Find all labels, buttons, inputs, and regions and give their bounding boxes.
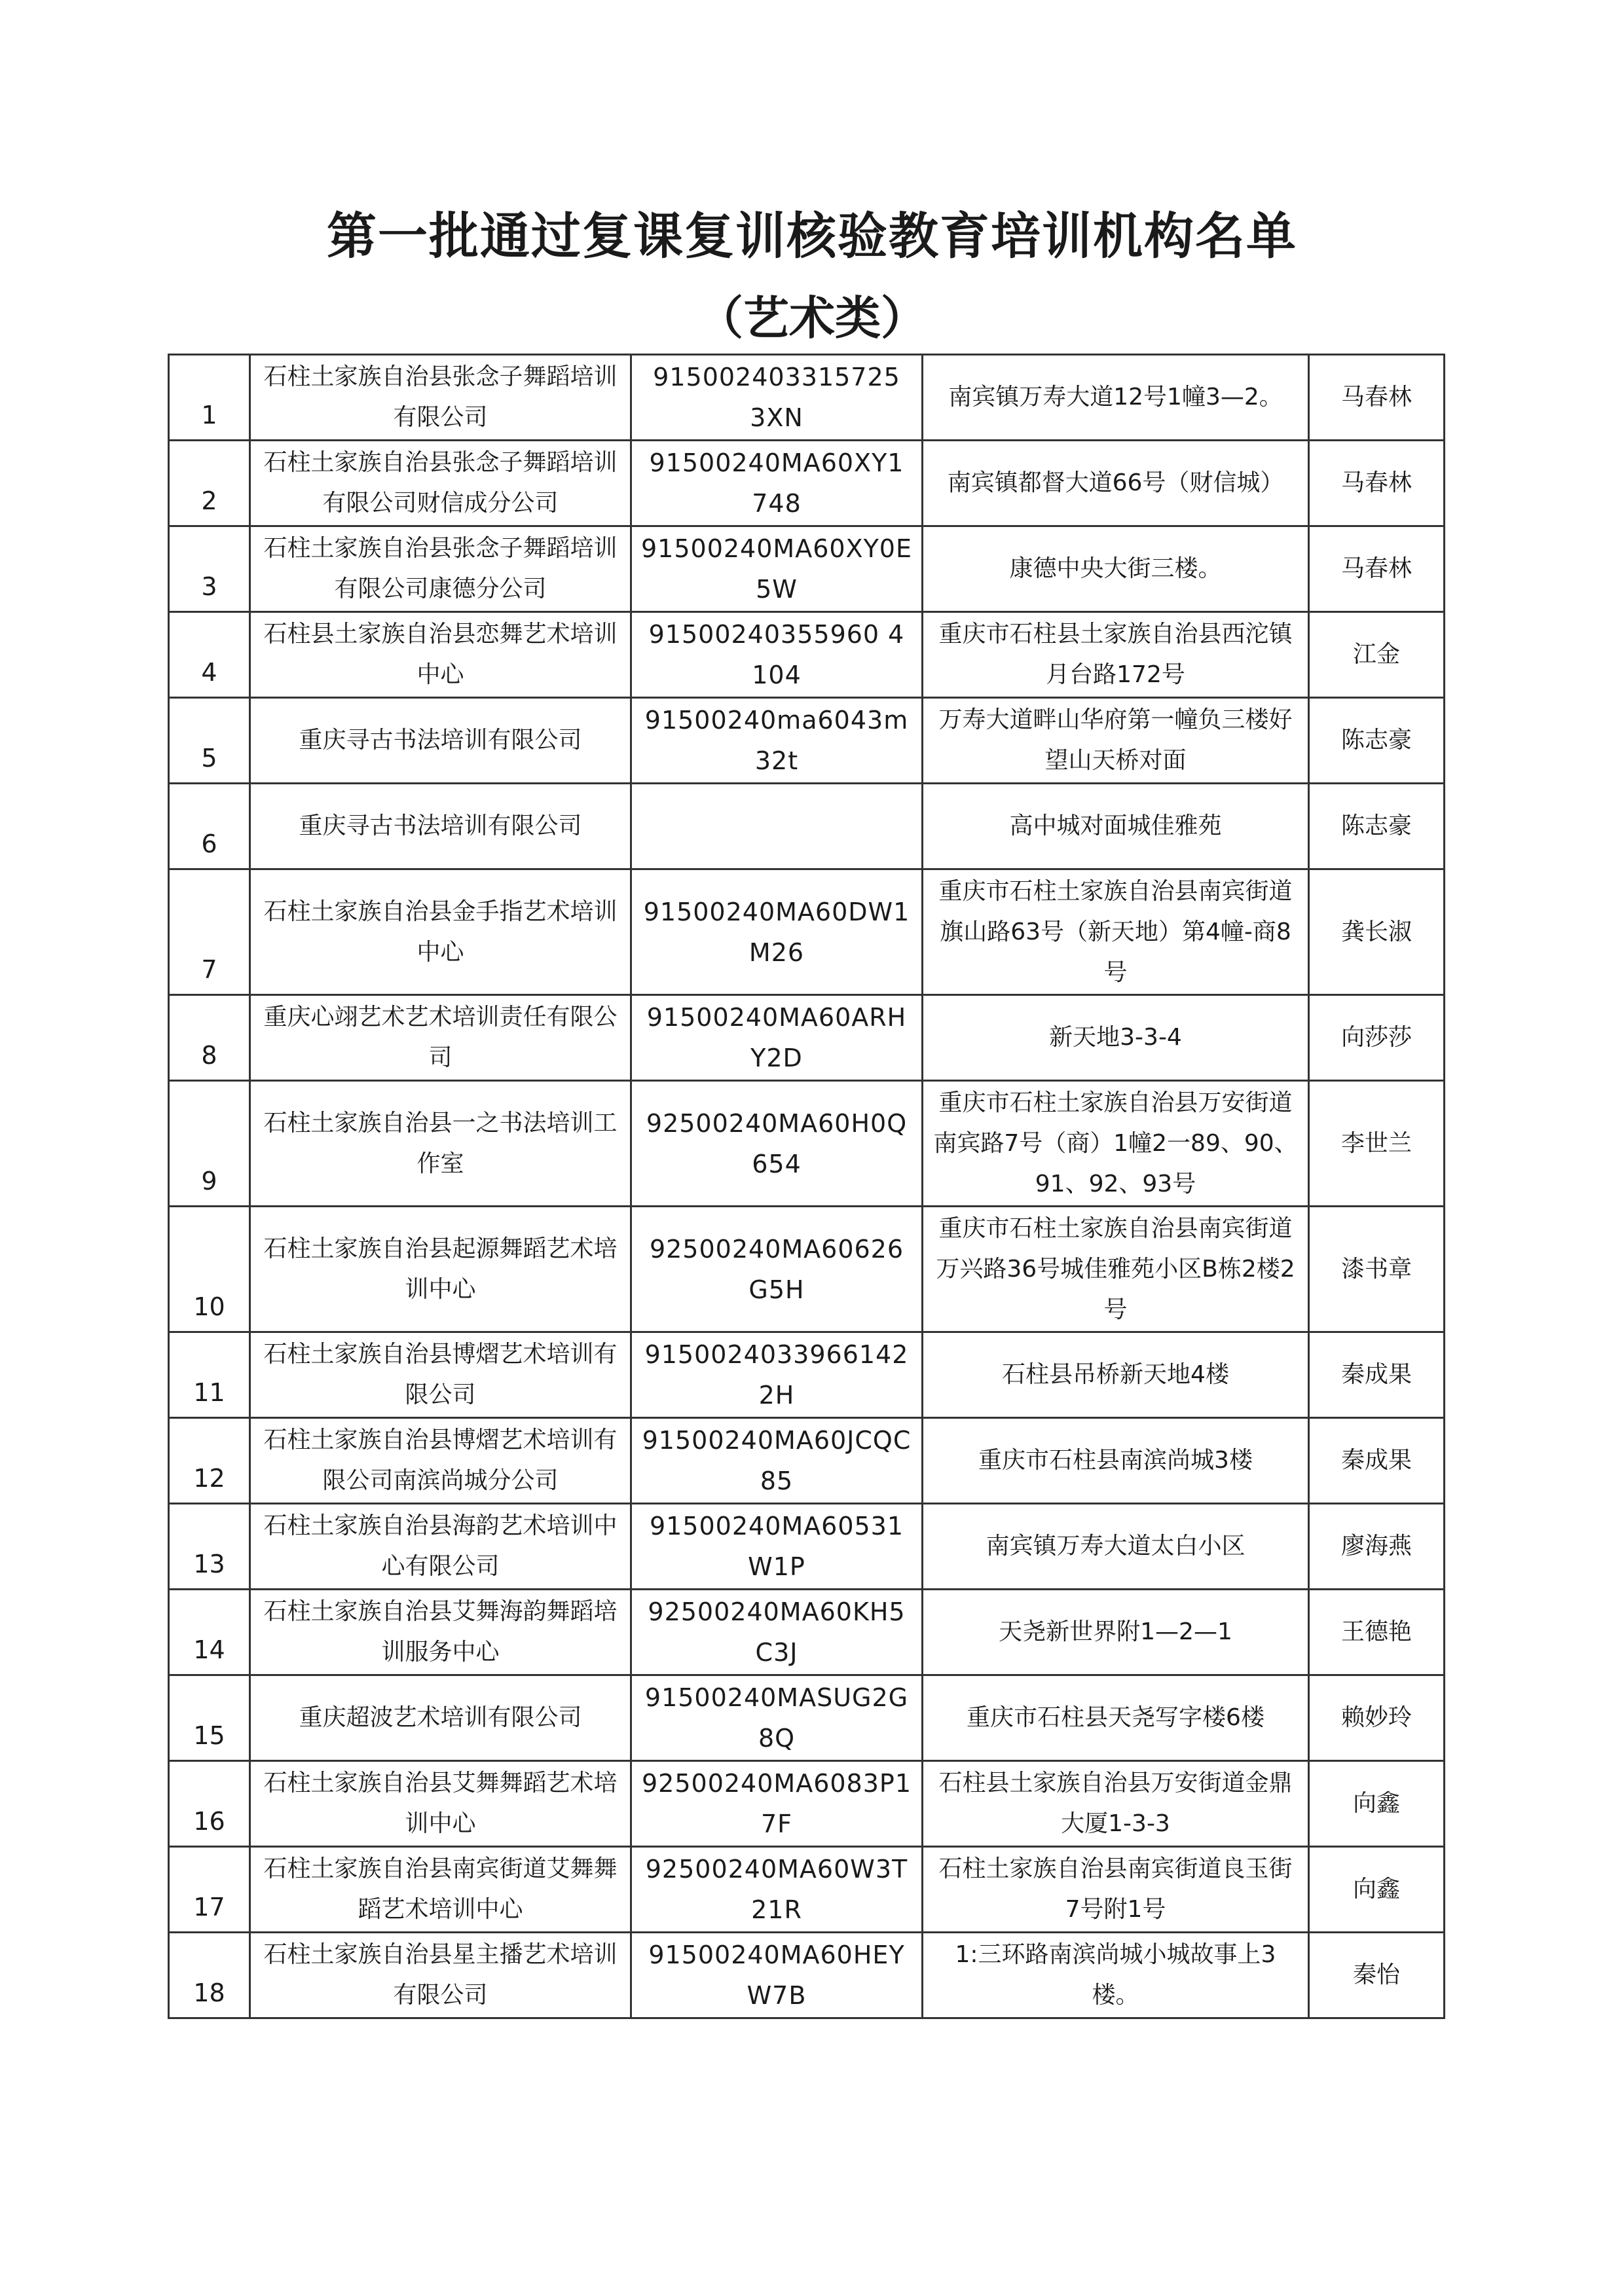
row-number-cell: 2 bbox=[169, 441, 250, 526]
institution-name-cell: 重庆寻古书法培训有限公司 bbox=[250, 784, 631, 869]
institution-name-cell: 石柱土家族自治县博熠艺术培训有限公司 bbox=[250, 1332, 631, 1418]
row-number-cell: 15 bbox=[169, 1675, 250, 1761]
address-cell: 重庆市石柱县天尧写字楼6楼 bbox=[923, 1675, 1309, 1761]
contact-person-cell: 漆书章 bbox=[1309, 1207, 1445, 1332]
institution-name-cell: 石柱县土家族自治县恋舞艺术培训中心 bbox=[250, 612, 631, 698]
address-cell: 重庆市石柱土家族自治县南宾街道旗山路63号（新天地）第4幢-商8号 bbox=[923, 869, 1309, 995]
credit-code-cell: 91500240355960 4104 bbox=[631, 612, 923, 698]
institution-name-cell: 石柱土家族自治县艾舞海韵舞蹈培训服务中心 bbox=[250, 1590, 631, 1675]
table-row bbox=[169, 441, 1445, 526]
institution-name-cell: 重庆寻古书法培训有限公司 bbox=[250, 698, 631, 784]
table-row bbox=[169, 612, 1445, 698]
contact-person-cell: 李世兰 bbox=[1309, 1081, 1445, 1207]
table-row bbox=[169, 869, 1445, 995]
institution-name-cell: 重庆心翊艺术艺术培训责任有限公司 bbox=[250, 995, 631, 1081]
address-cell: 石柱县吊桥新天地4楼 bbox=[923, 1332, 1309, 1418]
address-cell: 重庆市石柱县土家族自治县西沱镇月台路172号 bbox=[923, 612, 1309, 698]
row-number-cell: 9 bbox=[169, 1081, 250, 1207]
table-row bbox=[169, 1761, 1445, 1847]
institution-name-cell: 石柱土家族自治县博熠艺术培训有限公司南滨尚城分公司 bbox=[250, 1418, 631, 1504]
institution-name-cell: 石柱土家族自治县起源舞蹈艺术培训中心 bbox=[250, 1207, 631, 1332]
address-cell: 重庆市石柱土家族自治县万安街道南宾路7号（商）1幢2一89、90、91、92、93号 bbox=[923, 1081, 1309, 1207]
address-cell: 高中城对面城佳雅苑 bbox=[923, 784, 1309, 869]
table-row bbox=[169, 1675, 1445, 1761]
institution-name-cell: 石柱土家族自治县张念子舞蹈培训有限公司财信成分公司 bbox=[250, 441, 631, 526]
row-number-cell: 5 bbox=[169, 698, 250, 784]
address-cell: 天尧新世界附1—2—1 bbox=[923, 1590, 1309, 1675]
row-number-cell: 11 bbox=[169, 1332, 250, 1418]
row-number-cell: 6 bbox=[169, 784, 250, 869]
contact-person-cell: 向莎莎 bbox=[1309, 995, 1445, 1081]
row-number-cell: 16 bbox=[169, 1761, 250, 1847]
row-number-cell: 1 bbox=[169, 355, 250, 441]
institution-table bbox=[168, 354, 1445, 2019]
contact-person-cell: 秦成果 bbox=[1309, 1418, 1445, 1504]
institution-name-cell: 石柱土家族自治县星主播艺术培训有限公司 bbox=[250, 1933, 631, 2018]
table-row bbox=[169, 995, 1445, 1081]
address-cell: 南宾镇万寿大道12号1幢3—2。 bbox=[923, 355, 1309, 441]
credit-code-cell: 915002403315725 3XN bbox=[631, 355, 923, 441]
credit-code-cell: 91500240339661422H bbox=[631, 1332, 923, 1418]
address-cell: 新天地3-3-4 bbox=[923, 995, 1309, 1081]
row-number-cell: 7 bbox=[169, 869, 250, 995]
table-row bbox=[169, 784, 1445, 869]
credit-code-cell: 91500240MASUG2G8Q bbox=[631, 1675, 923, 1761]
credit-code-cell: 91500240MA60XY1748 bbox=[631, 441, 923, 526]
contact-person-cell: 马春林 bbox=[1309, 441, 1445, 526]
table-row bbox=[169, 526, 1445, 612]
institution-name-cell: 石柱土家族自治县南宾街道艾舞舞蹈艺术培训中心 bbox=[250, 1847, 631, 1933]
table-row bbox=[169, 355, 1445, 441]
credit-code-cell: 91500240MA60HEYW7B bbox=[631, 1933, 923, 2018]
row-number-cell: 8 bbox=[169, 995, 250, 1081]
contact-person-cell: 王德艳 bbox=[1309, 1590, 1445, 1675]
address-cell: 1:三环路南滨尚城小城故事上3楼。 bbox=[923, 1933, 1309, 2018]
contact-person-cell: 陈志豪 bbox=[1309, 698, 1445, 784]
contact-person-cell: 陈志豪 bbox=[1309, 784, 1445, 869]
credit-code-cell: 92500240MA6083P17F bbox=[631, 1761, 923, 1847]
contact-person-cell: 向鑫 bbox=[1309, 1761, 1445, 1847]
credit-code-cell: 91500240MA60ARHY2D bbox=[631, 995, 923, 1081]
contact-person-cell: 廖海燕 bbox=[1309, 1504, 1445, 1590]
page-title: 第一批通过复课复训核验教育培训机构名单 bbox=[327, 207, 1297, 265]
contact-person-cell: 龚长淑 bbox=[1309, 869, 1445, 995]
institution-name-cell: 石柱土家族自治县金手指艺术培训中心 bbox=[250, 869, 631, 995]
row-number-cell: 3 bbox=[169, 526, 250, 612]
contact-person-cell: 马春林 bbox=[1309, 526, 1445, 612]
credit-code-cell: 91500240MA60JCQC85 bbox=[631, 1418, 923, 1504]
credit-code-cell: 92500240MA60W3T21R bbox=[631, 1847, 923, 1933]
row-number-cell: 17 bbox=[169, 1847, 250, 1933]
institution-name-cell: 重庆超波艺术培训有限公司 bbox=[250, 1675, 631, 1761]
table-row bbox=[169, 1504, 1445, 1590]
table-row bbox=[169, 1081, 1445, 1207]
table-row bbox=[169, 1847, 1445, 1933]
institution-table-body bbox=[169, 355, 1445, 2018]
credit-code-cell bbox=[631, 784, 923, 869]
credit-code-cell: 92500240MA60626G5H bbox=[631, 1207, 923, 1332]
table-row bbox=[169, 1332, 1445, 1418]
page-subtitle: （艺术类） bbox=[697, 291, 927, 345]
contact-person-cell: 向鑫 bbox=[1309, 1847, 1445, 1933]
address-cell: 康德中央大街三楼。 bbox=[923, 526, 1309, 612]
row-number-cell: 18 bbox=[169, 1933, 250, 2018]
row-number-cell: 4 bbox=[169, 612, 250, 698]
contact-person-cell: 秦成果 bbox=[1309, 1332, 1445, 1418]
table-row bbox=[169, 1590, 1445, 1675]
table-row bbox=[169, 1933, 1445, 2018]
row-number-cell: 10 bbox=[169, 1207, 250, 1332]
institution-name-cell: 石柱土家族自治县张念子舞蹈培训有限公司 bbox=[250, 355, 631, 441]
row-number-cell: 12 bbox=[169, 1418, 250, 1504]
institution-name-cell: 石柱土家族自治县张念子舞蹈培训有限公司康德分公司 bbox=[250, 526, 631, 612]
address-cell: 石柱土家族自治县南宾街道良玉街7号附1号 bbox=[923, 1847, 1309, 1933]
credit-code-cell: 91500240MA60XY0E5W bbox=[631, 526, 923, 612]
address-cell: 万寿大道畔山华府第一幢负三楼好望山天桥对面 bbox=[923, 698, 1309, 784]
institution-name-cell: 石柱土家族自治县一之书法培训工作室 bbox=[250, 1081, 631, 1207]
contact-person-cell: 赖妙玲 bbox=[1309, 1675, 1445, 1761]
credit-code-cell: 92500240MA60KH5C3J bbox=[631, 1590, 923, 1675]
credit-code-cell: 91500240MA60531W1P bbox=[631, 1504, 923, 1590]
credit-code-cell: 92500240MA60H0Q654 bbox=[631, 1081, 923, 1207]
address-cell: 南宾镇万寿大道太白小区 bbox=[923, 1504, 1309, 1590]
table-row bbox=[169, 1418, 1445, 1504]
contact-person-cell: 马春林 bbox=[1309, 355, 1445, 441]
contact-person-cell: 江金 bbox=[1309, 612, 1445, 698]
row-number-cell: 13 bbox=[169, 1504, 250, 1590]
contact-person-cell: 秦怡 bbox=[1309, 1933, 1445, 2018]
row-number-cell: 14 bbox=[169, 1590, 250, 1675]
address-cell: 重庆市石柱县南滨尚城3楼 bbox=[923, 1418, 1309, 1504]
table-row bbox=[169, 1207, 1445, 1332]
address-cell: 石柱县土家族自治县万安街道金鼎大厦1-3-3 bbox=[923, 1761, 1309, 1847]
table-row bbox=[169, 698, 1445, 784]
credit-code-cell: 91500240ma6043m32t bbox=[631, 698, 923, 784]
institution-name-cell: 石柱土家族自治县海韵艺术培训中心有限公司 bbox=[250, 1504, 631, 1590]
address-cell: 南宾镇都督大道66号（财信城） bbox=[923, 441, 1309, 526]
credit-code-cell: 91500240MA60DW1M26 bbox=[631, 869, 923, 995]
institution-name-cell: 石柱土家族自治县艾舞舞蹈艺术培训中心 bbox=[250, 1761, 631, 1847]
address-cell: 重庆市石柱土家族自治县南宾街道万兴路36号城佳雅苑小区B栋2楼2号 bbox=[923, 1207, 1309, 1332]
